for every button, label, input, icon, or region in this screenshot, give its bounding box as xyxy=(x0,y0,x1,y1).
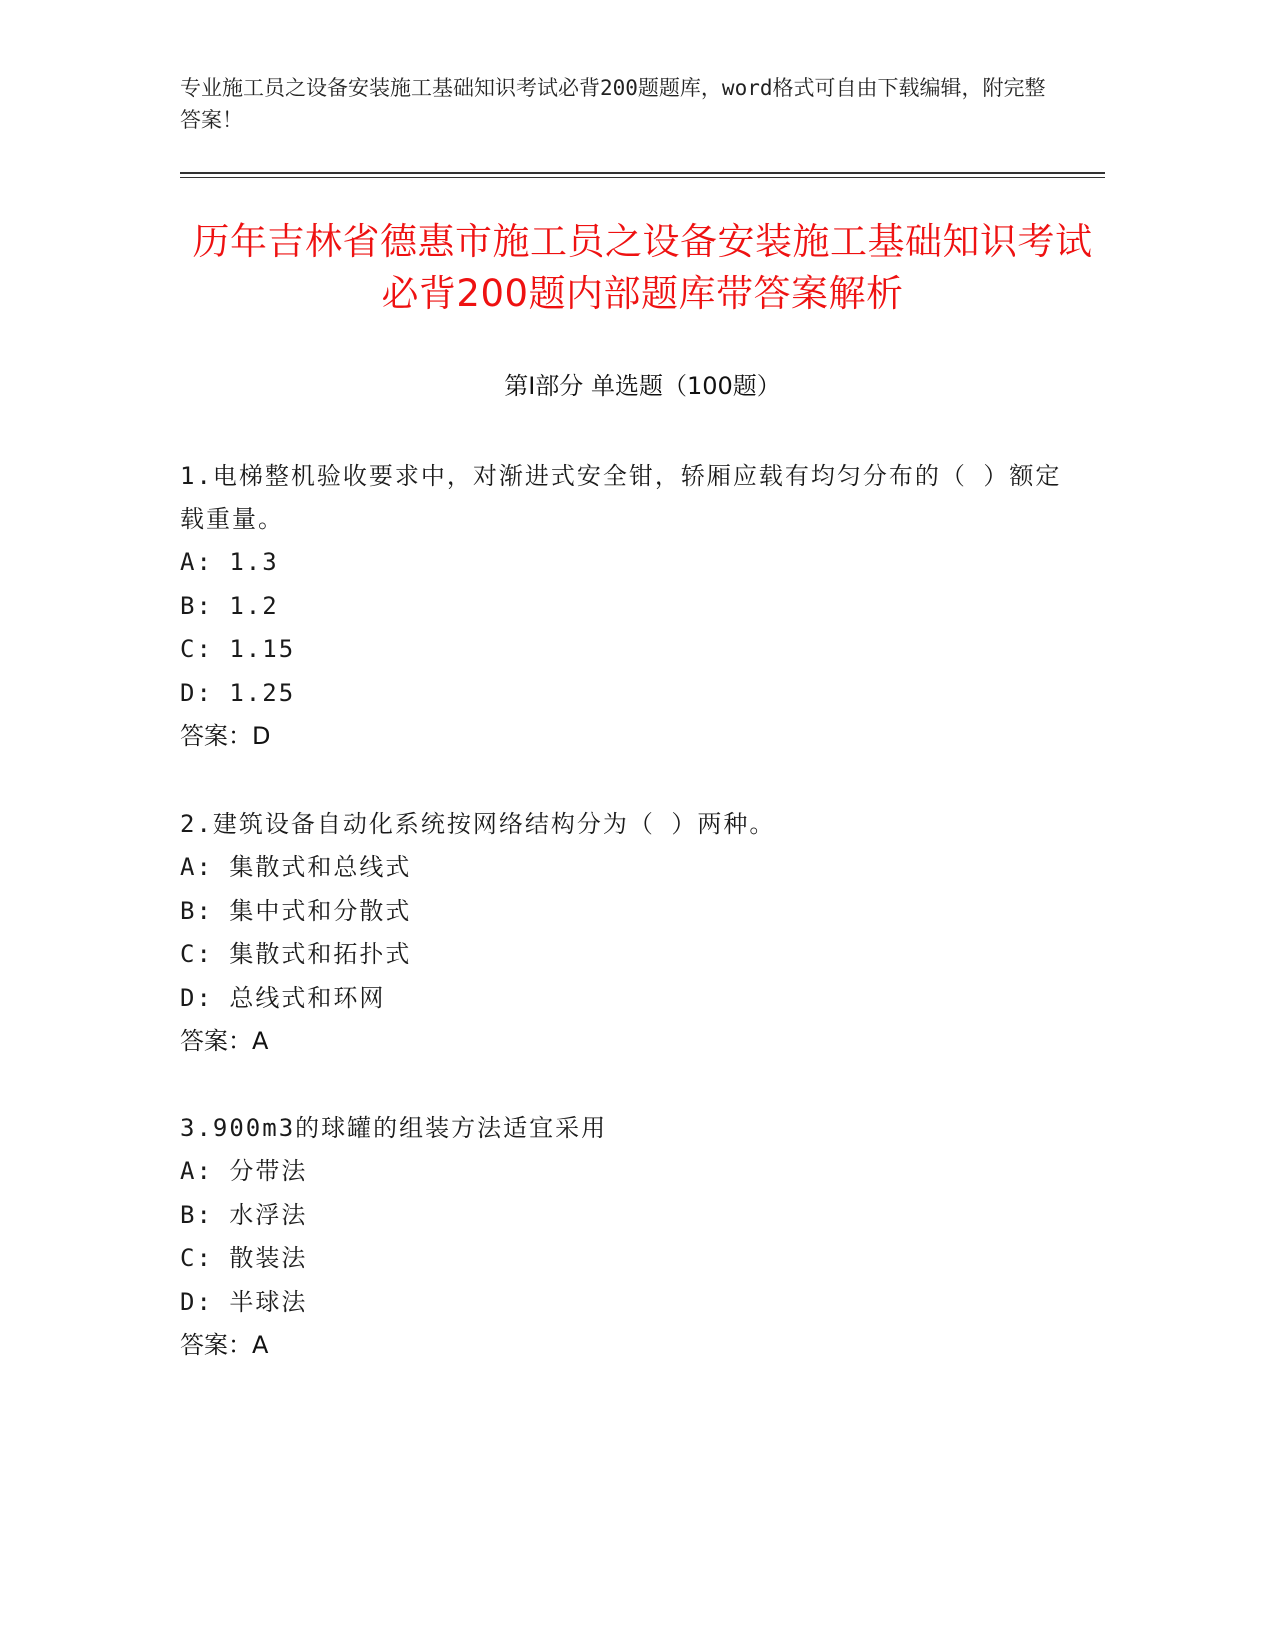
option-d: D: 总线式和环网 xyxy=(180,983,386,1012)
option-a: A: 1.3 xyxy=(180,548,279,576)
option-a: A: 集散式和总线式 xyxy=(180,853,412,881)
option-d: D: 1.25 xyxy=(180,678,296,707)
answer-value: A xyxy=(252,1027,269,1055)
answer-label: 答案： xyxy=(180,722,252,750)
question-stem: 2.建筑设备自动化系统按网络结构分为（ ）两种。 xyxy=(180,810,776,838)
option-c: C: 散装法 xyxy=(180,1244,308,1272)
option-b: B: 水浮法 xyxy=(180,1200,308,1229)
question-stem: 3.900m3的球罐的组装方法适宜采用 xyxy=(180,1114,608,1142)
question-1 xyxy=(180,455,1080,759)
answer-value: D xyxy=(252,722,271,750)
answer-value: A xyxy=(252,1331,269,1359)
header-divider-thick xyxy=(180,172,1105,174)
option-a: A: 分带法 xyxy=(180,1157,308,1185)
option-d: D: 半球法 xyxy=(180,1287,308,1316)
option-c: C: 1.15 xyxy=(180,635,296,663)
answer-line xyxy=(180,715,1080,759)
question-3 xyxy=(180,1107,1080,1368)
option-c: C: 集散式和拓扑式 xyxy=(180,940,412,968)
section-title: 第I部分 单选题（100题） xyxy=(504,372,781,400)
answer-label: 答案： xyxy=(180,1331,252,1359)
answer-label: 答案： xyxy=(180,1027,252,1055)
option-b: B: 1.2 xyxy=(180,591,279,620)
question-stem: 1.电梯整机验收要求中，对渐进式安全钳，轿厢应载有均匀分布的（ ）额定载重量。 xyxy=(180,462,1062,533)
header-note: 专业施工员之设备安装施工基础知识考试必背200题题库，word格式可自由下载编辑，附完整答案！ xyxy=(180,76,1046,132)
question-2 xyxy=(180,803,1080,1064)
option-b: B: 集中式和分散式 xyxy=(180,896,412,925)
document-title: 历年吉林省德惠市施工员之设备安装施工基础知识考试必背200题内部题库带答案解析 xyxy=(192,220,1093,315)
header-divider-thin xyxy=(180,177,1105,178)
answer-line xyxy=(180,1020,1080,1064)
answer-line xyxy=(180,1324,1080,1368)
